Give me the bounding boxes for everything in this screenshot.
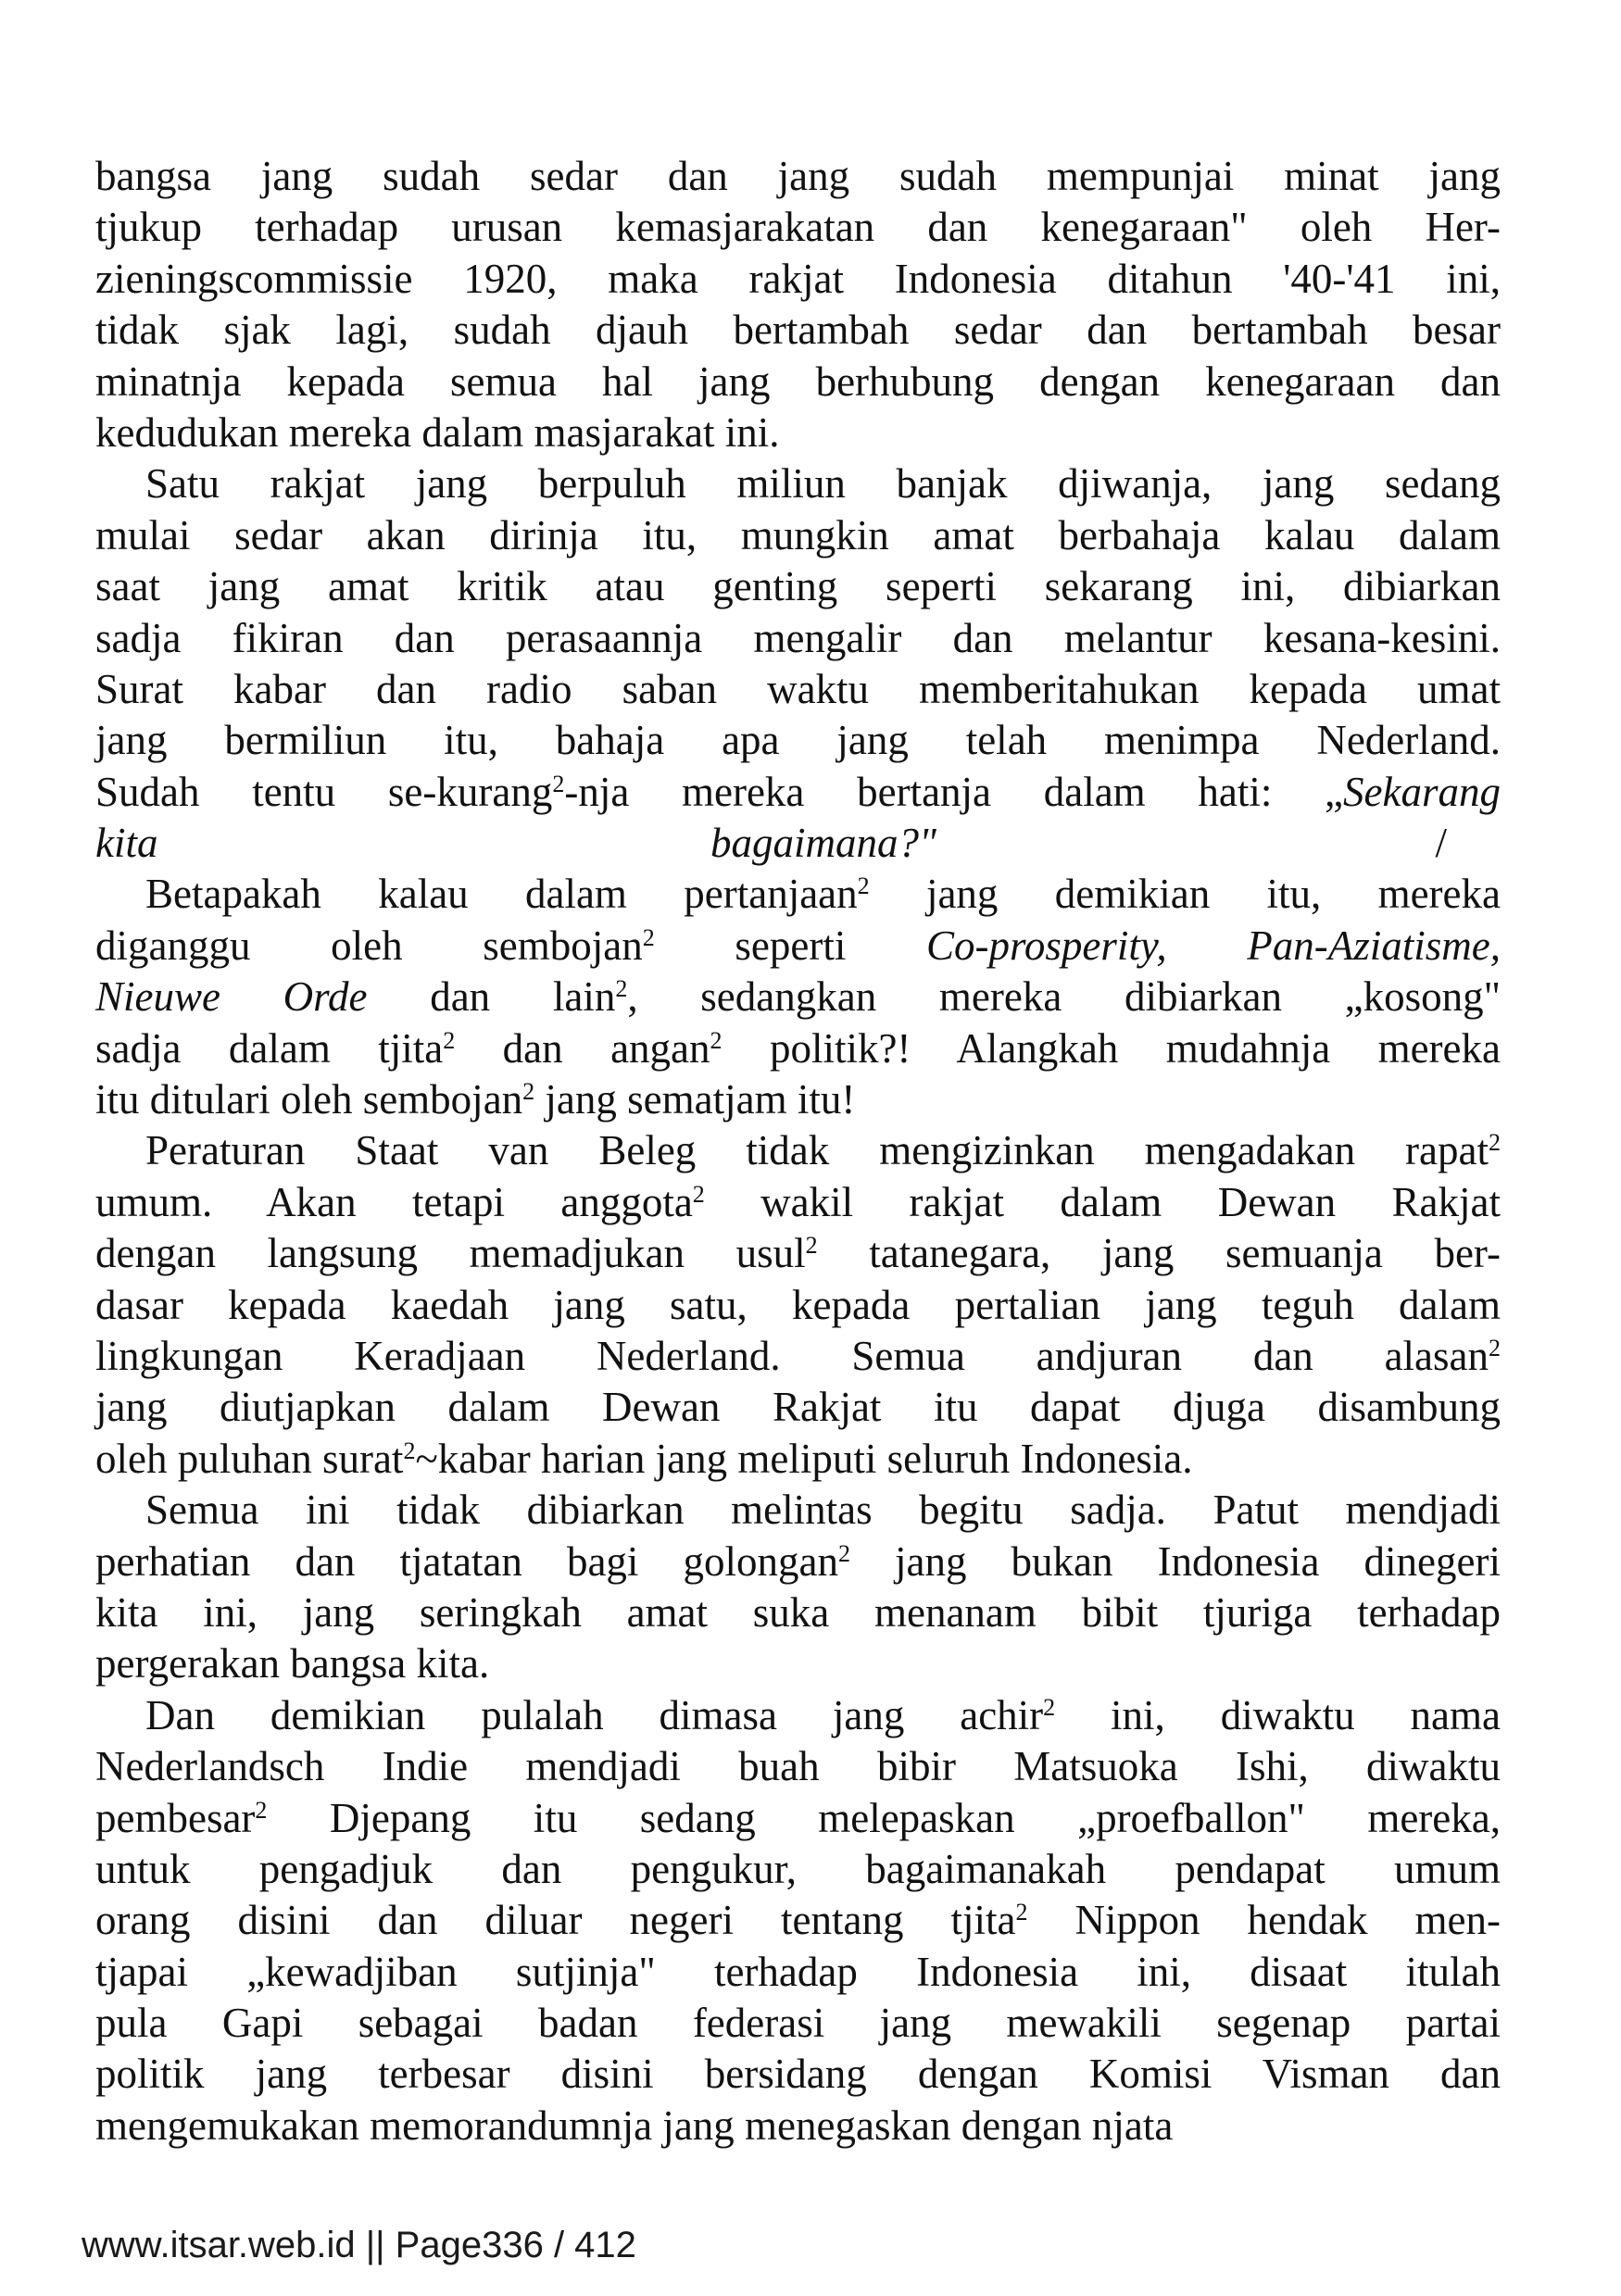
text-line xyxy=(95,1434,1501,1485)
text-line xyxy=(95,1793,1501,1844)
text-line xyxy=(95,1125,1501,1176)
superscript-mark: 2 xyxy=(692,1180,705,1208)
text-segment: jang bermiliun itu, bahaja apa jang telah menimpa Nederland. xyxy=(95,717,1501,764)
superscript-mark: 2 xyxy=(1489,1334,1501,1361)
text-line xyxy=(95,1998,1501,2049)
text-segment: jang bukan Indonesia dinegeri xyxy=(849,1537,1501,1585)
body-text xyxy=(95,151,1501,2152)
text-segment: seperti xyxy=(654,922,927,969)
superscript-mark: 2 xyxy=(710,1026,723,1054)
text-segment: jang sematjam itu! xyxy=(534,1076,856,1123)
text-line xyxy=(95,767,1501,818)
text-segment: diganggu oleh sembojan xyxy=(95,922,643,969)
text-segment: Betapakah kalau dalam pertanjaan xyxy=(145,871,858,918)
text-segment: wakil rakjat dalam Dewan Rakjat xyxy=(704,1178,1501,1225)
text-segment: , sedangkan mereka dibiarkan „kosong" xyxy=(627,973,1502,1021)
superscript-mark: 2 xyxy=(1043,1693,1056,1721)
text-line xyxy=(95,151,1501,202)
text-segment: Peraturan Staat van Beleg tidak mengizinkan mengadakan rapat xyxy=(145,1127,1489,1174)
text-segment: dan angan xyxy=(455,1024,710,1072)
superscript-mark: 2 xyxy=(805,1232,818,1260)
text-line xyxy=(95,254,1501,305)
text-segment: Djepang itu sedang melepaskan „proefballon" mereka, xyxy=(267,1794,1501,1841)
text-segment: Sudah tentu se-kurang xyxy=(95,768,553,815)
text-segment: dasar kepada kaedah jang satu, kepada pertalian jang teguh dalam xyxy=(95,1281,1501,1328)
superscript-mark: 2 xyxy=(837,1539,850,1567)
text-segment: pembesar xyxy=(95,1794,256,1841)
text-segment: Surat kabar dan radio saban waktu memberitahukan kepada umat xyxy=(95,665,1501,712)
text-segment: politik?! Alangkah mudahnja mereka xyxy=(722,1024,1501,1072)
text-line xyxy=(95,305,1501,356)
text-segment xyxy=(936,820,1489,866)
text-line xyxy=(95,972,1501,1023)
superscript-mark: 2 xyxy=(522,1078,535,1106)
text-segment: umum. Akan tetapi anggota xyxy=(95,1178,693,1225)
italic-text: Co-prosperity, Pan-Aziatisme, xyxy=(926,922,1501,969)
text-segment: kedudukan mereka dalam masjarakat ini. xyxy=(95,408,780,456)
superscript-mark: 2 xyxy=(1015,1899,1028,1926)
text-line xyxy=(95,1074,1501,1125)
text-segment: saat jang amat kritik atau genting seperti sekarang ini, dibiarkan xyxy=(95,563,1501,610)
text-segment: Dan demikian pulalah dimasa jang achir xyxy=(145,1691,1044,1738)
text-line xyxy=(95,869,1501,920)
text-segment: pula Gapi sebagai badan federasi jang mewakili segenap partai xyxy=(95,2000,1501,2047)
text-line xyxy=(95,1741,1501,1792)
text-segment: oleh puluhan surat xyxy=(95,1435,404,1482)
text-line xyxy=(95,1382,1501,1433)
text-line xyxy=(95,1331,1501,1382)
italic-text: Nieuwe Orde xyxy=(95,973,368,1021)
text-line xyxy=(95,1947,1501,1998)
text-line xyxy=(95,921,1501,972)
text-segment: sadja fikiran dan perasaannja mengalir dan melantur kesana-kesini. xyxy=(95,614,1501,661)
text-segment: pergerakan bangsa kita. xyxy=(95,1640,490,1687)
text-line xyxy=(95,613,1501,664)
page-footer: www.itsar.web.id || Page336 / 412 xyxy=(82,2225,636,2265)
italic-text: Sekarang xyxy=(1343,768,1501,815)
italic-text: kita bagaimana?" xyxy=(95,820,936,867)
text-segment: politik jang terbesar disini bersidang dengan Komisi Visman dan xyxy=(95,2051,1501,2098)
text-line xyxy=(95,510,1501,561)
text-line xyxy=(95,202,1501,253)
text-segment: dengan langsung memadjukan usul xyxy=(95,1230,806,1277)
text-segment: sadja dalam tjita xyxy=(95,1024,444,1072)
superscript-mark: 2 xyxy=(1489,1129,1501,1157)
text-line xyxy=(95,715,1501,766)
text-line xyxy=(95,561,1501,612)
superscript-mark: 2 xyxy=(552,770,565,797)
text-line xyxy=(95,1895,1501,1946)
text-line xyxy=(95,818,1501,869)
text-line xyxy=(95,408,1501,458)
text-segment: Satu rakjat jang berpuluh miliun banjak djiwanja, jang sedang xyxy=(145,460,1501,508)
text-line xyxy=(95,1537,1501,1587)
text-line xyxy=(95,1177,1501,1228)
text-segment: tjukup terhadap urusan kemasjarakatan dan kenegaraan" oleh Her- xyxy=(95,204,1501,251)
superscript-mark: 2 xyxy=(642,923,655,951)
text-line xyxy=(95,1587,1501,1638)
text-segment: bangsa jang sudah sedar dan jang sudah mempunjai minat jang xyxy=(95,153,1501,199)
text-segment: kita ini, jang seringkah amat suka menanam bibit tjuriga terhadap xyxy=(95,1588,1501,1636)
text-segment: Nederlandsch Indie mendjadi buah bibir Matsuoka Ishi, diwaktu xyxy=(95,1743,1501,1790)
text-line xyxy=(95,1638,1501,1689)
superscript-mark: 2 xyxy=(403,1437,416,1464)
text-segment: dan lain xyxy=(367,973,616,1021)
superscript-mark: 2 xyxy=(443,1026,456,1054)
text-line xyxy=(95,1690,1501,1741)
text-line xyxy=(95,458,1501,509)
text-segment: ~kabar harian jang meliputi seluruh Indonesia. xyxy=(415,1435,1193,1482)
text-segment: -nja mereka bertanja dalam hati: „ xyxy=(564,768,1344,815)
text-segment: Nippon hendak men- xyxy=(1027,1897,1501,1944)
text-segment: Semua ini tidak dibiarkan melintas begitu sadja. Patut mendjadi xyxy=(145,1487,1501,1534)
text-segment: mulai sedar akan dirinja itu, mungkin amat berbahaja kalau dalam xyxy=(95,511,1501,558)
text-segment: tidak sjak lagi, sudah djauh bertambah sedar dan bertambah besar xyxy=(95,307,1501,354)
slash-mark: / xyxy=(1435,820,1448,867)
text-line xyxy=(95,1485,1501,1536)
text-segment: ini, diwaktu nama xyxy=(1055,1691,1501,1738)
text-segment: jang diutjapkan dalam Dewan Rakjat itu dapat djuga disambung xyxy=(95,1384,1501,1431)
text-segment: untuk pengadjuk dan pengukur, bagaimanakah pendapat umum xyxy=(95,1845,1501,1892)
text-segment: orang disini dan diluar negeri tentang tjita xyxy=(95,1897,1016,1944)
text-segment: perhatian dan tjatatan bagi golongan xyxy=(95,1537,838,1585)
text-line xyxy=(95,2101,1501,2152)
text-line xyxy=(95,1280,1501,1331)
text-line xyxy=(95,1228,1501,1279)
text-segment: mengemukakan memorandumnja jang menegaskan dengan njata xyxy=(95,2102,1174,2149)
text-segment: lingkungan Keradjaan Nederland. Semua andjuran dan alasan xyxy=(95,1332,1489,1379)
text-line xyxy=(95,2049,1501,2100)
superscript-mark: 2 xyxy=(615,975,628,1003)
text-segment: zieningscommissie 1920, maka rakjat Indonesia ditahun '40-'41 ini, xyxy=(95,255,1501,302)
text-segment: minatnja kepada semua hal jang berhubung dengan kenegaraan dan xyxy=(95,358,1501,405)
superscript-mark: 2 xyxy=(857,872,870,900)
text-segment: tjapai „kewadjiban sutjinja" terhadap Indonesia ini, disaat itulah xyxy=(95,1948,1501,1995)
superscript-mark: 2 xyxy=(255,1796,268,1824)
text-segment: tatanegara, jang semuanja ber- xyxy=(817,1230,1501,1277)
text-line xyxy=(95,357,1501,408)
text-segment: itu ditulari oleh sembojan xyxy=(95,1076,523,1123)
text-segment: jang demikian itu, mereka xyxy=(869,871,1501,918)
text-line xyxy=(95,1023,1501,1074)
text-line xyxy=(95,664,1501,715)
text-line xyxy=(95,1844,1501,1895)
